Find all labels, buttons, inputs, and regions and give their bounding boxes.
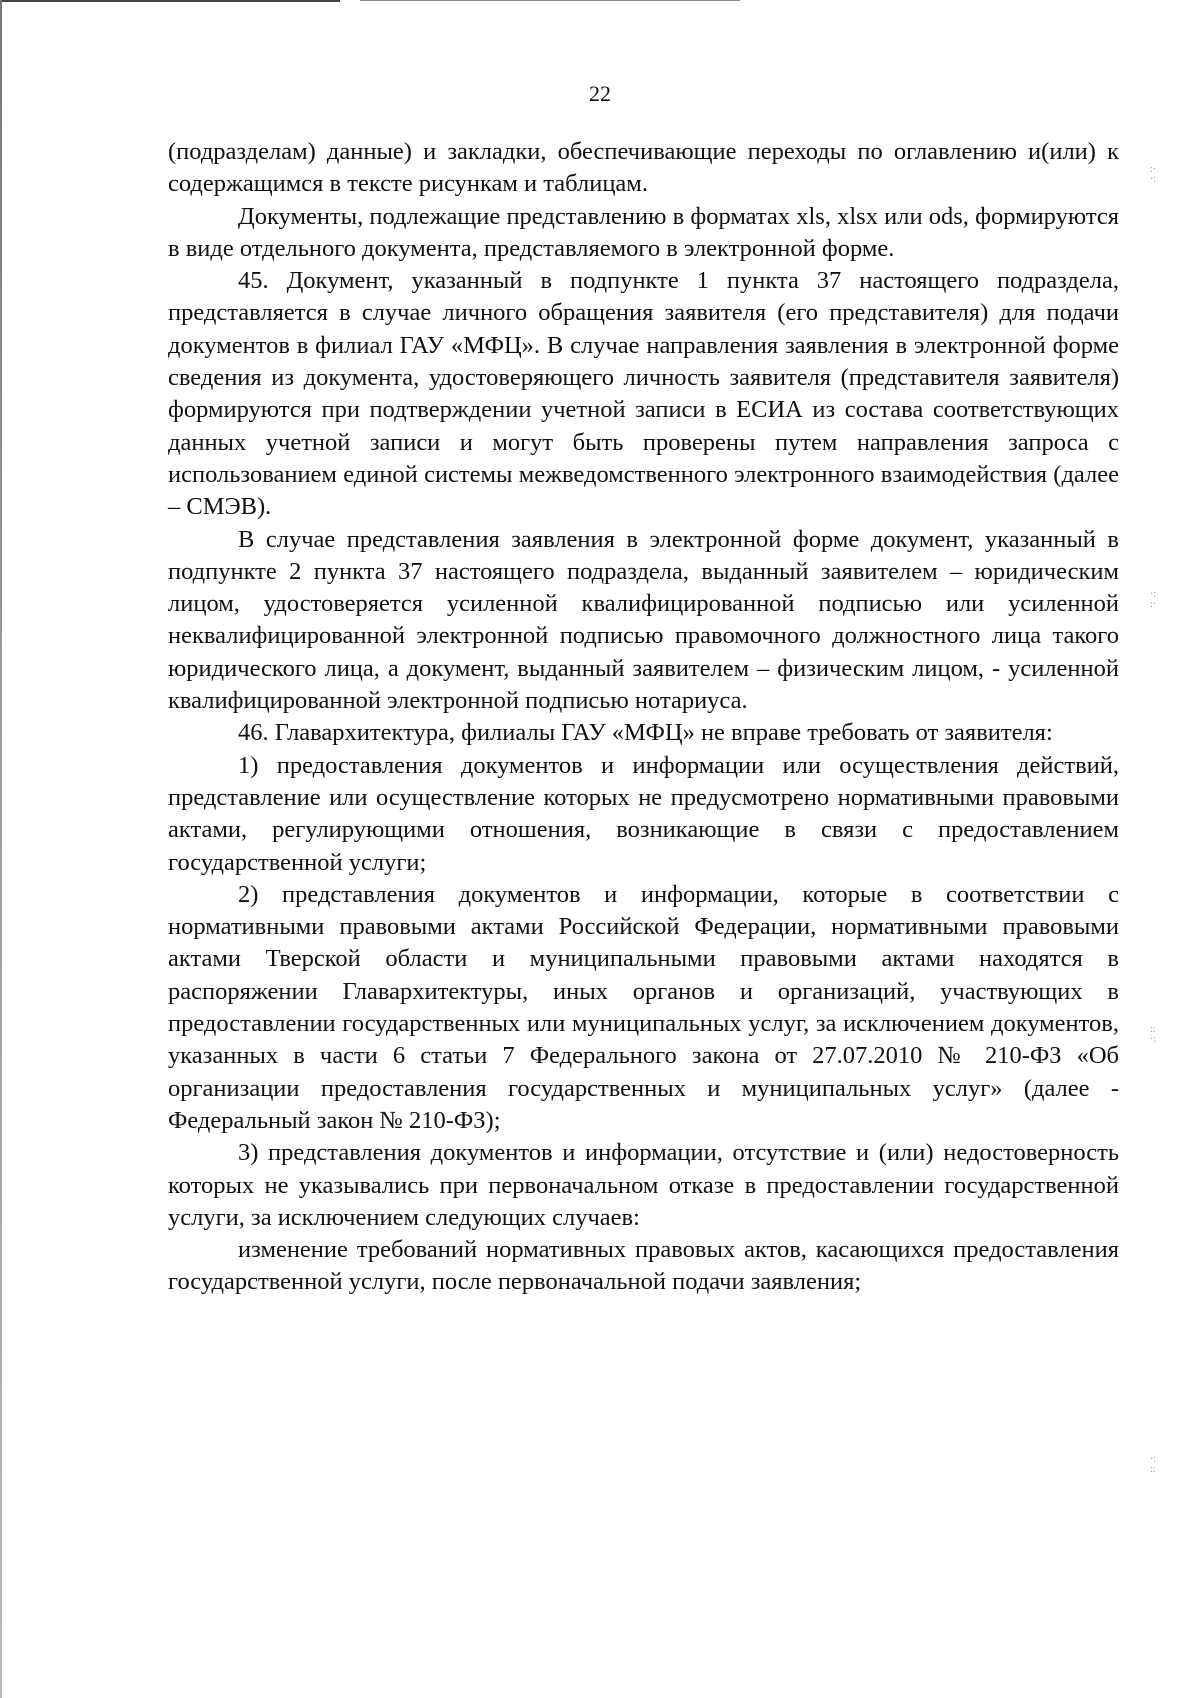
scan-left-edge (0, 0, 2, 1698)
scan-artifact: :· ·: (1150, 164, 1157, 185)
list-item: 1) предоставления документов и информации или осуществления действий, представление или осуществление которых не предусмотрено нормативными правовыми актами, регулирующими отношения, возникающие в связи с предоставлением государственной услуги; (168, 751, 1119, 876)
scan-edge-line (360, 0, 740, 1)
paragraph: В случае представления заявления в электронной форме документ, указанный в подпункте 2 пункта 37 настоящего подраздела, выданный заявителем – юридическим лицом, удостоверяется усиленной квалифицированной подписью или усиленной неквалифицированной электронной подписью правомочного должностного лица такого юридического лица, а документ, выданный заявителем – физическим лицом, - усиленной квалифицированной электронной подписью нотариуса. (168, 525, 1119, 715)
list-item: 2) представления документов и информации, которые в соответствии с нормативными правовыми актами Российской Федерации, нормативными правовыми актами Тверской области и муниципальными правовыми актами находятся в распоряжении Главархитектуры, иных органов и организаций, участвующих в предоставлении государственных или муниципальных услуг, за исключением документов, указанных в части 6 статьи 7 Федерального закона от 27.07.2010 № 210-ФЗ «Об организации предоставления государственных и муниципальных услуг» (далее - Федеральный закон № 210-ФЗ); (168, 880, 1119, 1134)
scan-artifact: ·: :· (1150, 589, 1157, 610)
page-number: 22 (589, 81, 611, 106)
list-item: 3) представления документов и информации, отсутствие и (или) недостоверность которых не указывались при первоначальном отказе в предоставлении государственной услуги, за исключением следующих случаев: (168, 1139, 1119, 1231)
paragraph-item-45: 45. Документ, указанный в подпункте 1 пункта 37 настоящего подраздела, представляется в случае личного обращения заявителя (его представителя) для подачи документов в филиал ГАУ «МФЦ». В случае направления заявления в электронной форме сведения из документа, удостоверяющего личность заявителя (представителя заявителя) формируются при подтверждении учетной записи в ЕСИА из состава соответствующих данных учетной записи и могут быть проверены путем направления запроса с использованием единой системы межведомственного электронного взаимодействия (далее – СМЭВ). (168, 267, 1119, 521)
document-body (168, 136, 1119, 1299)
scan-artifact: :: ·: (1150, 1024, 1157, 1045)
paragraph: изменение требований нормативных правовых актов, касающихся предоставления государственной услуги, после первоначальной подачи заявления; (168, 1236, 1119, 1296)
paragraph: Документы, подлежащие представлению в форматах xls, xlsx или ods, формируются в виде отдельного документа, представляемого в электронной форме. (168, 202, 1119, 262)
paragraph: (подразделам) данные) и закладки, обеспечивающие переходы по оглавлению и(или) к содержащимся в тексте рисункам и таблицам. (168, 138, 1119, 198)
scan-edge-line (0, 0, 340, 2)
paragraph-item-46: 46. Главархитектура, филиалы ГАУ «МФЦ» не вправе требовать от заявителя: (238, 719, 1053, 747)
scan-artifact: ·: :: (1150, 1454, 1157, 1475)
